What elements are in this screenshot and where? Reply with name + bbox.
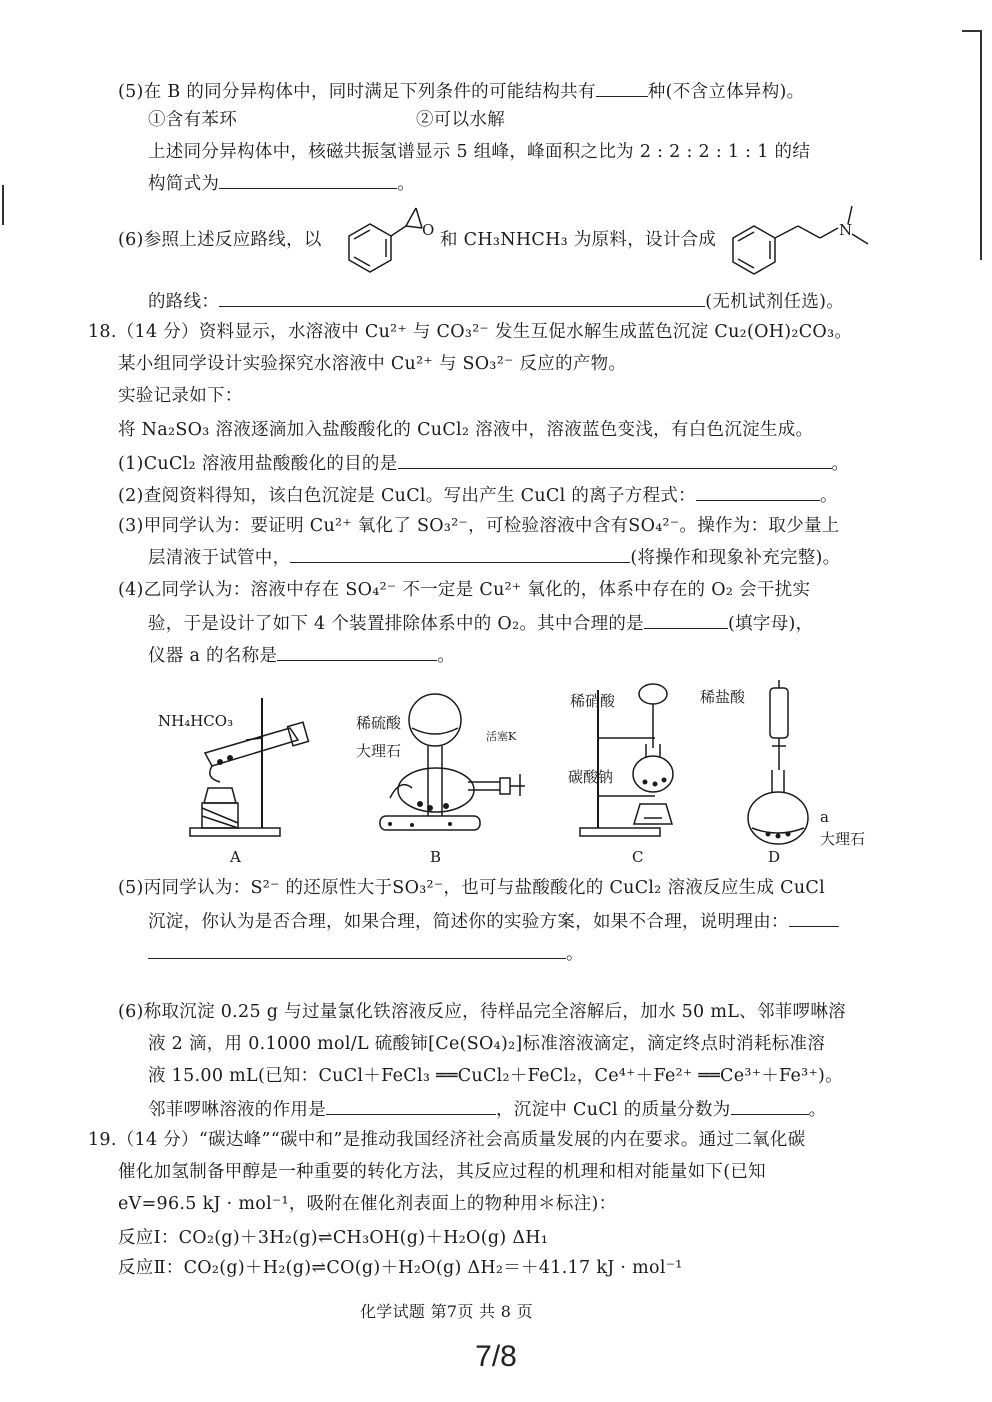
q18-part4-line2: 验，于是设计了如下 4 个装置排除体系中的 O₂。其中合理的是 (填字母)， (148, 610, 813, 636)
apparatus-caption-a: A (230, 848, 241, 866)
q19-reaction-2: 反应Ⅱ：CO₂(g)＋H₂(g)⇌CO(g)＋H₂O(g) ΔH₂＝＋41.17 kJ · mol⁻¹ (118, 1258, 683, 1278)
apparatus-a-base (190, 828, 280, 836)
scan-edge-mark-top (962, 30, 982, 32)
q17-condition-1: ①含有苯环 (148, 110, 237, 130)
q18-part4-line3: 仪器 a 的名称是 。 (148, 642, 455, 668)
answer-blank[interactable] (148, 940, 566, 959)
q18-part6-line4: 邻菲啰啉溶液的作用是 ，沉淀中 CuCl 的质量分数为 。 (148, 1096, 826, 1122)
q18-part2: (2)查阅资料得知，该白色沉淀是 CuCl。写出产生 CuCl 的离子方程式： 。 (118, 482, 838, 508)
q18-part3-line2: 层清液于试管中， (将操作和现象补充完整)。 (148, 544, 840, 570)
apparatus-c-salt-label: 碳酸钠 (568, 768, 614, 786)
apparatus-b-acid-label: 稀硫酸 (356, 714, 402, 732)
q18-part1: (1)CuCl₂ 溶液用盐酸酸化的目的是 。 (118, 450, 849, 476)
q18-part5-line1: (5)丙同学认为：S²⁻ 的还原性大于SO₃²⁻，也可与盐酸酸化的 CuCl₂ 溶液反应生成 CuCl (118, 878, 825, 898)
apparatus-caption-d: D (768, 848, 781, 866)
scan-edge-mark-left (2, 185, 4, 225)
apparatus-b-stone-label: 大理石 (356, 742, 402, 760)
answer-blank[interactable] (398, 450, 832, 469)
epoxide-oxygen-label: O (422, 221, 435, 239)
q18-part5-line2: 沉淀，你认为是否合理，如果合理，简述你的实验方案，如果不合理，说明理由： (148, 908, 839, 934)
answer-blank[interactable] (596, 78, 648, 97)
q17-part5-line1: (5)在 B 的同分异构体中，同时满足下列条件的可能结构共有 种(不含立体异构)。 (118, 78, 804, 104)
apparatus-caption-b: B (430, 848, 442, 866)
q17-condition-2: ②可以水解 (416, 110, 505, 130)
apparatus-c-acid-label: 稀硝酸 (570, 692, 616, 710)
q18-part3-line1: (3)甲同学认为：要证明 Cu²⁺ 氧化了 SO₃²⁻，可检验溶液中含有SO₄²⁻。操作为：取少量上 (118, 516, 840, 536)
answer-blank[interactable] (696, 482, 820, 501)
q18-heading: 18.（14 分）资料显示，水溶液中 Cu²⁺ 与 CO₃²⁻ 发生互促水解生成蓝色沉淀 Cu₂(OH)₂CO₃。 (88, 322, 853, 342)
q19-heading: 19.（14 分）“碳达峰”“碳中和”是推动我国经济社会高质量发展的内在要求。通过二氧化碳 (88, 1130, 806, 1150)
target-amine-structure (728, 200, 878, 286)
q18-part5-line3: 。 (148, 940, 584, 966)
answer-blank[interactable] (219, 170, 397, 189)
q19-reaction-1: 反应Ⅰ：CO₂(g)＋3H₂(g)⇌CH₃OH(g)＋H₂O(g) ΔH₁ (118, 1228, 549, 1248)
apparatus-d-acid-label: 稀盐酸 (700, 688, 746, 706)
apparatus-a-reagent-label: NH₄HCO₃ (158, 712, 234, 730)
q18-part6-line1: (6)称取沉淀 0.25 g 与过量氯化铁溶液反应，待样品完全溶解后，加水 50 mL、邻菲啰啉溶 (118, 1002, 846, 1022)
q18-line3: 实验记录如下： (118, 386, 243, 406)
answer-blank[interactable] (789, 908, 839, 927)
q18-part4-line1: (4)乙同学认为：溶液中存在 SO₄²⁻ 不一定是 Cu²⁺ 氧化的，体系中存在的 O₂ 会干扰实 (118, 580, 811, 600)
footer-title: 化学试题 第7页 共 8 页 (360, 1302, 533, 1321)
scan-edge-mark-right (980, 30, 982, 260)
apparatus-b-valve-label: 活塞K (486, 730, 517, 743)
q19-line2: 催化加氢制备甲醇是一种重要的转化方法，其反应过程的机理和相对能量如下(已知 (118, 1162, 766, 1182)
answer-blank[interactable] (277, 642, 437, 661)
answer-blank[interactable] (219, 288, 705, 307)
q18-line4: 将 Na₂SO₃ 溶液逐滴加入盐酸酸化的 CuCl₂ 溶液中，溶液蓝色变浅，有白色沉淀生成。 (118, 420, 814, 440)
answer-blank[interactable] (326, 1096, 496, 1115)
page-number: 7/8 (475, 1340, 517, 1373)
q17-part6-intro: (6)参照上述反应路线，以 (118, 230, 322, 250)
q19-line3: eV=96.5 kJ · mol⁻¹，吸附在催化剂表面上的物种用＊标注)： (118, 1194, 617, 1214)
apparatus-d-stone-label: 大理石 (820, 830, 866, 848)
q17-nmr-line1: 上述同分异构体中，核磁共振氢谱显示 5 组峰，峰面积之比为 2 : 2 : 2 : 1 : 1 的结 (148, 142, 811, 162)
q17-nmr-line2: 构简式为 。 (148, 170, 415, 196)
apparatus-d-a-label: a (820, 808, 829, 826)
q18-part6-line2: 液 2 滴，用 0.1000 mol/L 硫酸铈[Ce(SO₄)₂]标准溶液滴定，滴定终点时消耗标准溶 (148, 1034, 826, 1054)
q18-line2: 某小组同学设计实验探究水溶液中 Cu²⁺ 与 SO₃²⁻ 反应的产物。 (118, 354, 627, 374)
answer-blank[interactable] (290, 544, 630, 563)
q18-part6-line3: 液 15.00 mL(已知：CuCl＋FeCl₃ ══CuCl₂＋FeCl₂，Ce⁴⁺＋Fe²⁺ ══Ce³⁺＋Fe³⁺)。 (148, 1066, 843, 1086)
apparatus-caption-c: C (632, 848, 644, 866)
q17-part6-text: 和 CH₃NHCH₃ 为原料，设计合成 (440, 230, 717, 250)
answer-blank[interactable] (644, 610, 728, 629)
amine-nitrogen-label: N (839, 221, 853, 239)
q17-route-line: 的路线： (无机试剂任选)。 (148, 288, 844, 314)
answer-blank[interactable] (731, 1096, 809, 1115)
